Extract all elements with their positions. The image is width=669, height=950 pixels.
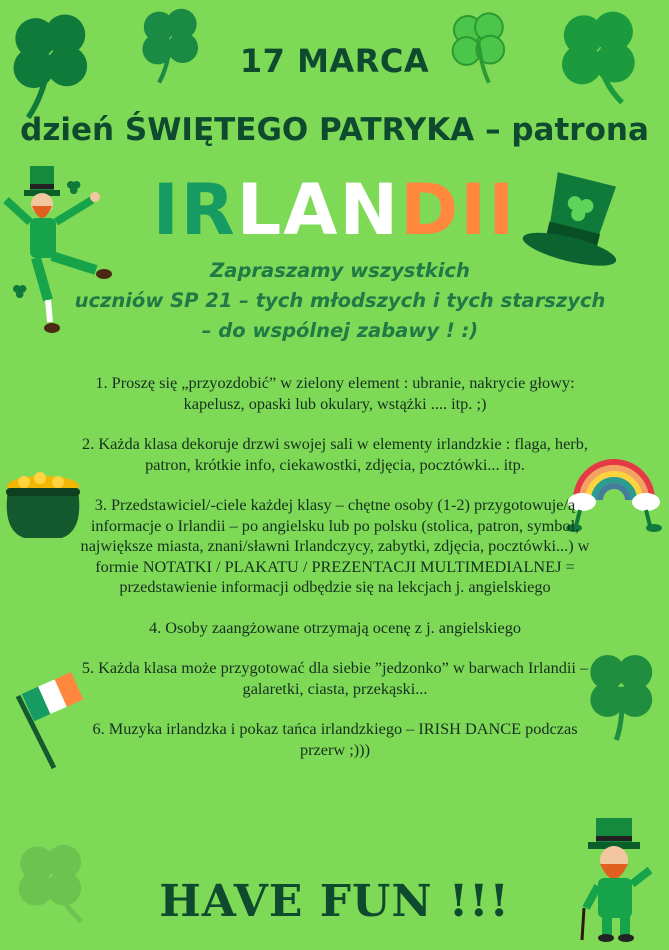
country-title-part-white: LAN <box>236 169 401 251</box>
rules-list <box>70 373 600 780</box>
rule-item: 1. Proszę się „przyozdobić” w zielony element : ubranie, nakrycie głowy: kapelusz, opaski lub okulary, wstążki .... itp. ;) <box>95 373 575 413</box>
country-title-part-orange: DII <box>400 169 517 251</box>
event-subtitle: dzień ŚWIĘTEGO PATRYKA – patrona <box>20 112 649 148</box>
country-title <box>0 169 669 251</box>
slogan: HAVE FUN !!! <box>159 876 510 927</box>
invitation-line: Zapraszamy wszystkich <box>210 259 470 282</box>
rule-item: 3. Przedstawiciel/-ciele każdej klasy – chętne osoby (1-2) przygotowuje/ą informacje o Irlandii – po angielsku lub po polsku (stolica, patron, symbol, największe miasta, znani/sławni Irlandczycy, zabytki, zdjęcia, pocztówki...) w formie NOTATKI / PLAKATU / PREZENTACJI MULTIMEDIALNEJ = przedstawienie informacji odbędzie się na lekcjach j. angielskiego <box>80 495 590 596</box>
rule-item: 6. Muzyka irlandzka i pokaz tańca irlandzkiego – IRISH DANCE podczas przerw ;))) <box>92 719 578 759</box>
rule-item: 2. Każda klasa dekoruje drzwi swojej sali w elementy irlandzkie : flaga, herb, patron, krótkie info, ciekawostki, zdjęcia, pocztówki... itp. <box>82 434 588 474</box>
invitation-line: uczniów SP 21 – tych młodszych i tych starszych <box>74 289 606 312</box>
rule-item: 4. Osoby zaangżowane otrzymają ocenę z j. angielskiego <box>148 617 522 637</box>
invitation <box>40 256 640 346</box>
shamrock-icon <box>12 284 28 300</box>
event-date: 17 MARCA <box>239 42 430 80</box>
country-title-part-green: IR <box>152 169 237 251</box>
invitation-line: – do wspólnej zabawy ! :) <box>201 319 479 342</box>
rule-item: 5. Każda klasa może przygotować dla siebie ”jedzonko” w barwach Irlandii – galaretki, ciasta, przekąski... <box>81 658 589 698</box>
